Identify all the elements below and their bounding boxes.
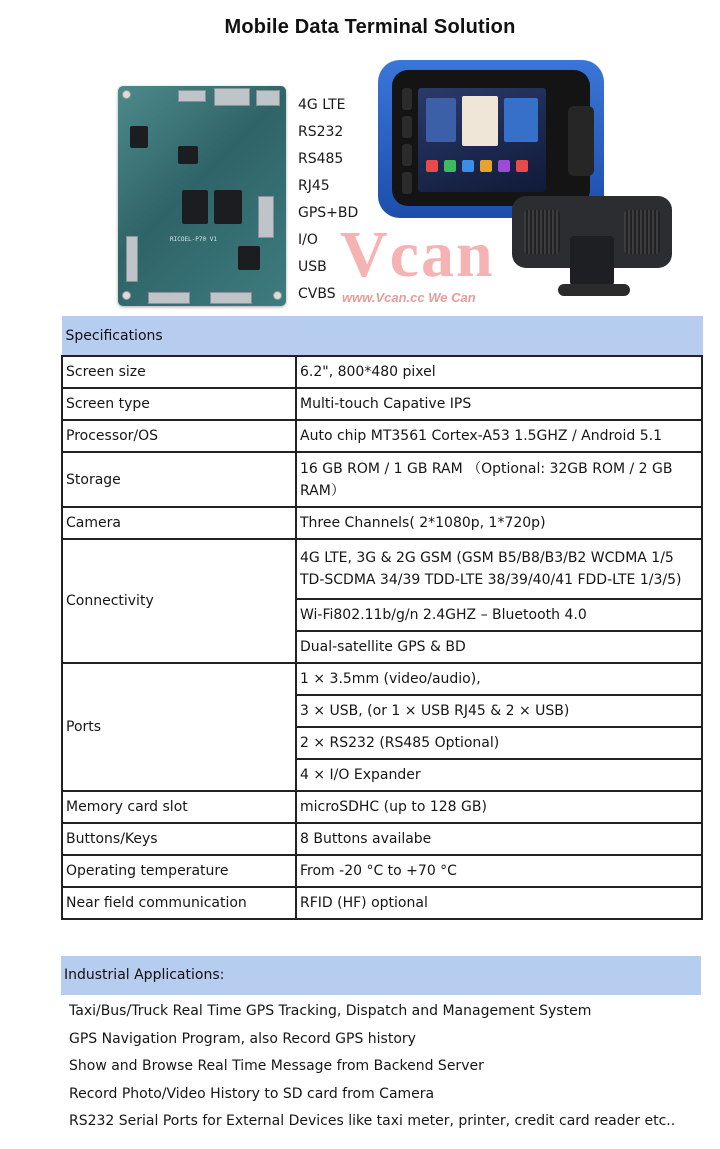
spec-value: Auto chip MT3561 Cortex-A53 1.5GHZ / Android 5.1 [296,420,702,452]
interface-item: 4G LTE [298,97,346,113]
spec-value: microSDHC (up to 128 GB) [296,791,702,823]
table-row [62,356,702,388]
speaker-grill-icon [624,210,660,254]
table-row [62,791,702,823]
app-icon [480,160,492,172]
table-row [62,887,702,919]
spec-label: Screen size [62,356,296,388]
table-row [62,452,702,507]
device-screen [418,88,546,192]
table-row [62,539,702,599]
spec-label: Connectivity [62,539,296,663]
interface-item: RJ45 [298,178,330,194]
app-icon [426,160,438,172]
interface-item: RS485 [298,151,344,167]
list-item: Show and Browse Real Time Message from Backend Server [69,1058,484,1074]
spec-value: 4G LTE, 3G & 2G GSM (GSM B5/B8/B3/B2 WCDMA 1/5 TD-SCDMA 34/39 TDD-LTE 38/39/40/41 FDD-LTE 1/3/5) [296,539,702,599]
spec-value: 1 × 3.5mm (video/audio), [296,663,702,695]
app-icon [516,160,528,172]
spec-value: 4 × I/O Expander [296,759,702,791]
chip-icon [182,190,208,224]
side-button-icon [402,172,412,194]
bottom-connector-icon [148,292,190,304]
applications-header: Industrial Applications: [61,956,701,995]
list-item: Taxi/Bus/Truck Real Time GPS Tracking, Dispatch and Management System [69,1003,592,1019]
driver-photo-icon [462,96,498,146]
mount-hole-icon [273,291,282,300]
pin-header-icon [126,236,138,282]
watermark-tagline: www.Vcan.cc We Can [342,290,476,305]
specifications-header: Specifications [62,317,702,357]
mounted-device-back-image [512,196,672,302]
table-row [62,388,702,420]
spec-label: Processor/OS [62,420,296,452]
mount-base-icon [558,284,630,296]
speaker-grill-icon [524,210,560,254]
spec-label: Ports [62,663,296,791]
list-item: Record Photo/Video History to SD card from Camera [69,1085,435,1102]
chip-icon [238,246,260,270]
app-icon [498,160,510,172]
spec-value: Multi-touch Capative IPS [296,388,702,420]
interface-item: RS232 [298,124,344,140]
interface-item: USB [298,259,327,275]
chip-icon [178,146,198,164]
spec-value: Dual-satellite GPS & BD [296,631,702,663]
page-title: Mobile Data Terminal Solution [224,16,516,38]
board-label: RICOEL-P70 V1 [170,236,217,243]
spec-label: Memory card slot [62,791,296,823]
usb-port-icon [178,90,206,102]
spec-label: Camera [62,507,296,539]
spec-value: 3 × USB, (or 1 × USB RJ45 & 2 × USB) [296,695,702,727]
bottom-connector-icon [210,292,252,304]
pin-header-icon [258,196,274,238]
interface-item: GPS+BD [298,205,359,221]
interface-item: I/O [298,232,318,248]
watermark-logo-text: Vcan [340,218,495,291]
spec-value: 8 Buttons availabe [296,823,702,855]
spec-value: RFID (HF) optional [296,887,702,919]
table-row [62,507,702,539]
side-button-icon [402,144,412,166]
circuit-board-image [118,86,286,306]
list-item: GPS Navigation Program, also Record GPS history [69,1030,416,1047]
chip-icon [130,126,148,148]
side-button-icon [402,116,412,138]
specifications-table [61,316,703,920]
side-button-icon [402,88,412,110]
spec-label: Storage [62,452,296,507]
spec-label: Screen type [62,388,296,420]
spec-value: Three Channels( 2*1080p, 1*720p) [296,507,702,539]
list-item: RS232 Serial Ports for External Devices like taxi meter, printer, credit card reader etc.. [69,1113,676,1129]
spec-label: Operating temperature [62,855,296,887]
spec-value: 6.2", 800*480 pixel [296,356,702,388]
terminal-device-image [378,60,604,218]
app-widget-icon [504,98,538,142]
table-row [62,823,702,855]
app-icon [444,160,456,172]
vcan-watermark-logo [340,218,495,291]
table-row [62,420,702,452]
spec-label: Near field communication [62,887,296,919]
table-row [62,663,702,695]
chip-icon [214,190,242,224]
applications-list [69,998,675,1136]
spec-label: Buttons/Keys [62,823,296,855]
spec-value: From -20 °C to +70 °C [296,855,702,887]
clock-widget-icon [426,98,456,142]
mount-hole-icon [122,291,131,300]
app-icon [462,160,474,172]
mount-hole-icon [122,90,131,99]
table-row [62,855,702,887]
spec-value: 16 GB ROM / 1 GB RAM （Optional: 32GB ROM / 2 GB RAM） [296,452,702,507]
connector-icon [256,90,280,106]
interface-item: CVBS [298,286,336,302]
rfid-reader-icon [568,106,594,176]
spec-value: Wi-Fi802.11b/g/n 2.4GHZ – Bluetooth 4.0 [296,599,702,631]
spec-value: 2 × RS232 (RS485 Optional) [296,727,702,759]
mount-bracket-icon [570,236,614,286]
sim-slot-icon [214,88,250,106]
